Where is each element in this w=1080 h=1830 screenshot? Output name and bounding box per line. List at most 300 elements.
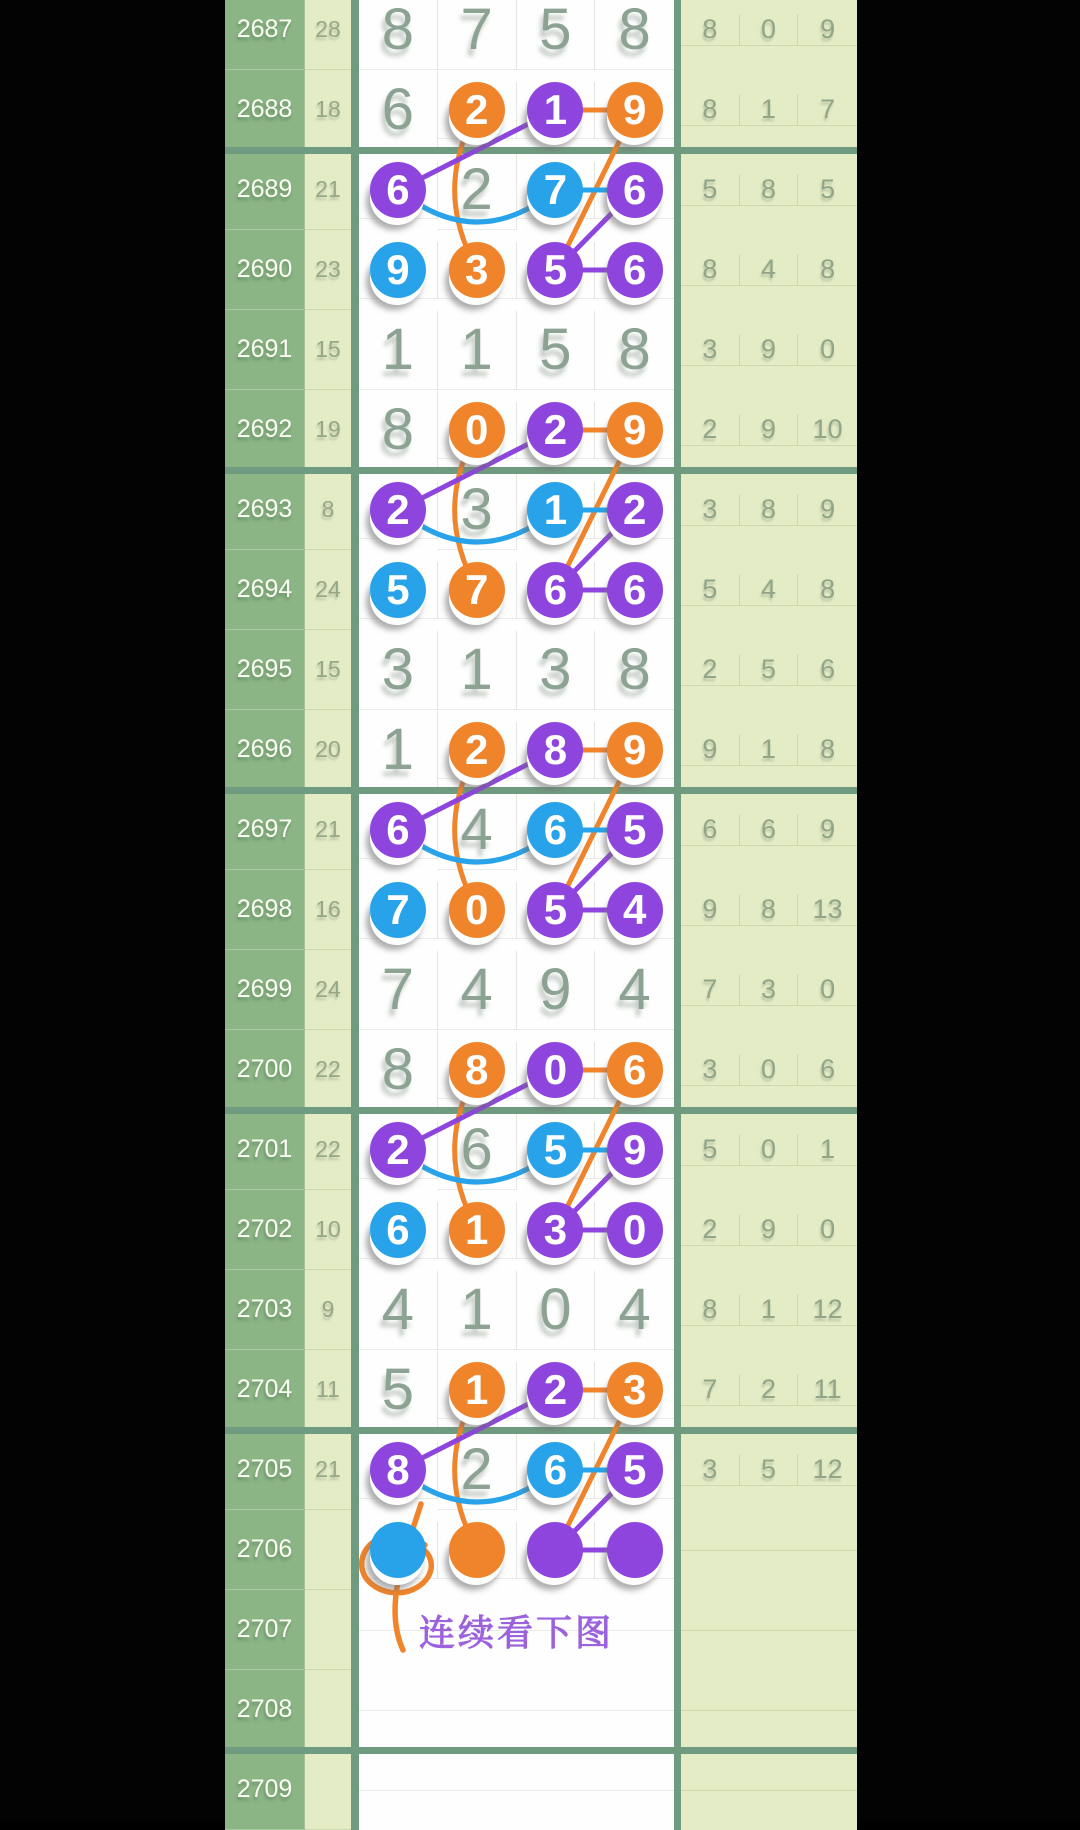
digit-cell [438,1042,517,1099]
number-circle-purple: 5 [607,1442,663,1498]
stat-cells [681,550,857,630]
stat-cells [681,310,857,390]
digit-cell [517,311,596,390]
vertical-separator [351,1110,359,1190]
period-cell: 2687 [225,0,305,70]
digit-cell [359,242,438,299]
number-circle-blue: 5 [527,1122,583,1178]
stat-cell: 7 [681,1374,740,1406]
vertical-separator [351,390,359,470]
stat-cell [798,1710,857,1711]
number-circle-blue: 7 [370,882,426,938]
sum-cell: 18 [305,70,351,150]
digit-value: 4 [460,796,493,862]
digit-cell [595,1271,674,1350]
digit-cells [359,790,674,870]
stat-cell: 2 [681,654,740,686]
chart-row [225,150,857,230]
digit-cell [359,311,438,390]
digit-value: 8 [381,396,414,462]
period-cell: 2700 [225,1030,305,1110]
vertical-separator [351,710,359,790]
stat-cell: 8 [740,174,799,206]
stat-cell: 8 [681,1294,740,1326]
vertical-separator [351,1670,359,1750]
stat-cells [681,1350,857,1430]
vertical-separator [674,1510,681,1590]
digit-value: 4 [618,956,651,1022]
digit-cell [517,1202,596,1259]
digit-value: 8 [381,0,414,62]
stat-cell [798,1790,857,1791]
period-cell: 2699 [225,950,305,1030]
period-cell: 2692 [225,390,305,470]
number-circle-orange [449,1522,505,1578]
digit-cell [359,1442,438,1499]
stat-cell: 0 [798,974,857,1006]
digit-cells [359,870,674,950]
digit-value: 1 [460,316,493,382]
digit-cell [595,82,674,139]
chart-row [225,0,857,70]
sum-cell [305,1510,351,1590]
digit-cell [438,1202,517,1259]
digit-cell [438,1522,517,1579]
digit-cell [438,1431,517,1510]
sum-cell: 24 [305,550,351,630]
digit-cell [595,1122,674,1179]
digit-cell [359,1710,438,1711]
digit-cells [359,150,674,230]
number-circle-purple [607,1522,663,1578]
number-circle-purple: 6 [607,242,663,298]
stat-cells [681,1750,857,1830]
stat-cell: 2 [681,414,740,446]
digit-cell [438,631,517,710]
digit-value: 8 [618,0,651,62]
sum-cell: 21 [305,790,351,870]
chart-row [225,390,857,470]
chart-row [225,1110,857,1190]
stat-cell: 11 [798,1374,857,1406]
period-cell: 2701 [225,1110,305,1190]
number-circle-orange: 0 [449,882,505,938]
digit-cell [517,802,596,859]
digit-cell [359,1790,438,1791]
number-circle-orange: 9 [607,722,663,778]
vertical-separator [351,1030,359,1110]
digit-cells [359,1030,674,1110]
vertical-separator [351,950,359,1030]
vertical-separator [674,950,681,1030]
chart-row [225,1350,857,1430]
group-separator [225,787,857,794]
stat-cell: 2 [681,1214,740,1246]
digit-cell [359,162,438,219]
vertical-separator [674,630,681,710]
stat-cells [681,1190,857,1270]
digit-cell [595,402,674,459]
digit-cells [359,550,674,630]
vertical-separator [351,1430,359,1510]
stat-cell: 5 [681,574,740,606]
stat-cell: 5 [740,654,799,686]
vertical-separator [351,630,359,710]
stat-cell: 9 [798,14,857,46]
vertical-separator [674,550,681,630]
stat-cells [681,950,857,1030]
stat-cell: 8 [798,734,857,766]
digit-cell [359,391,438,470]
stat-cell: 10 [798,414,857,446]
period-cell: 2707 [225,1590,305,1670]
digit-value: 8 [618,316,651,382]
digit-cell [359,711,438,790]
digit-cell [517,1710,596,1711]
digit-value: 8 [618,636,651,702]
period-cell: 2704 [225,1350,305,1430]
number-circle-purple: 5 [607,802,663,858]
stat-cell: 8 [798,254,857,286]
chart-row [225,950,857,1030]
number-circle-blue: 5 [370,562,426,618]
digit-cell [517,951,596,1030]
stat-cell: 5 [798,174,857,206]
vertical-separator [674,1190,681,1270]
chart-row [225,70,857,150]
chart-row [225,470,857,550]
stat-cell: 6 [798,654,857,686]
vertical-separator [351,1350,359,1430]
digit-cells [359,230,674,310]
sum-cell: 21 [305,1430,351,1510]
digit-cells [359,1110,674,1190]
sum-cell: 22 [305,1110,351,1190]
stat-cell: 12 [798,1294,857,1326]
number-circle-purple: 5 [527,242,583,298]
digit-value: 6 [381,76,414,142]
digit-cells [359,1670,674,1750]
stat-cell: 8 [740,494,799,526]
digit-cell [438,1790,517,1791]
stat-cell: 7 [681,974,740,1006]
chart-row [225,230,857,310]
number-circle-purple: 8 [527,722,583,778]
group-separator [225,1427,857,1434]
digit-cell [517,1042,596,1099]
sum-cell: 23 [305,230,351,310]
chart-row [225,790,857,870]
number-circle-blue [370,1522,426,1578]
stat-cell: 1 [740,734,799,766]
number-circle-blue: 9 [370,242,426,298]
chart-row [225,1030,857,1110]
vertical-separator [351,1270,359,1350]
number-circle-purple: 2 [607,482,663,538]
number-circle-purple: 2 [370,1122,426,1178]
number-circle-purple: 0 [527,1042,583,1098]
number-circle-purple: 3 [527,1202,583,1258]
digit-cell [595,482,674,539]
number-circle-purple: 4 [607,882,663,938]
stat-cells [681,1510,857,1590]
digit-cell [595,882,674,939]
vertical-separator [674,1110,681,1190]
chart-row [225,1510,857,1590]
digit-cells [359,1190,674,1270]
stat-cells [681,390,857,470]
stat-cells [681,1590,857,1670]
stat-cell: 0 [740,1134,799,1166]
digit-cell [517,82,596,139]
digit-value: 7 [381,956,414,1022]
digit-cell [517,722,596,779]
digit-cell [517,0,596,70]
digit-cells [359,470,674,550]
stat-cell [681,1790,740,1791]
period-cell: 2698 [225,870,305,950]
stat-cell: 3 [681,334,740,366]
digit-value: 5 [539,316,572,382]
number-circle-orange: 2 [449,82,505,138]
sum-cell: 8 [305,470,351,550]
digit-cells [359,1270,674,1350]
vertical-separator [674,1350,681,1430]
digit-cell [438,1111,517,1190]
digit-value: 2 [460,1436,493,1502]
digit-cell [595,242,674,299]
period-cell: 2695 [225,630,305,710]
stat-cell [798,1550,857,1551]
chart-row [225,870,857,950]
digit-cell [517,882,596,939]
digit-cell [359,482,438,539]
vertical-separator [674,150,681,230]
vertical-separator [674,870,681,950]
sum-cell: 9 [305,1270,351,1350]
digit-cell [359,1271,438,1350]
chart-grid [225,0,857,1830]
digit-cell [438,951,517,1030]
stat-cell: 5 [740,1454,799,1486]
digit-value: 3 [460,476,493,542]
sum-cell: 20 [305,710,351,790]
digit-cell [359,1351,438,1430]
digit-cell [517,1122,596,1179]
digit-cell [359,1202,438,1259]
sum-cell [305,1590,351,1670]
digit-cells [359,70,674,150]
digit-cells [359,630,674,710]
digit-cell [517,1442,596,1499]
stat-cells [681,150,857,230]
number-circle-orange: 6 [607,1042,663,1098]
period-cell: 2705 [225,1430,305,1510]
digit-value: 1 [460,636,493,702]
digit-cell [359,562,438,619]
sum-cell: 10 [305,1190,351,1270]
digit-cells [359,1430,674,1510]
stat-cell: 1 [740,1294,799,1326]
number-circle-purple: 6 [370,162,426,218]
stat-cell: 2 [740,1374,799,1406]
digit-cell [359,1522,438,1579]
stat-cell: 6 [740,814,799,846]
number-circle-purple: 9 [607,1122,663,1178]
stat-cells [681,0,857,70]
digit-value: 5 [381,1356,414,1422]
digit-cell [359,631,438,710]
digit-cells [359,0,674,70]
digit-cell [359,802,438,859]
sum-cell: 24 [305,950,351,1030]
vertical-separator [351,470,359,550]
stat-cell: 8 [798,574,857,606]
digit-value: 5 [539,0,572,62]
digit-cell [438,0,517,70]
digit-cell [595,311,674,390]
period-cell: 2688 [225,70,305,150]
digit-value: 3 [539,636,572,702]
period-cell: 2702 [225,1190,305,1270]
digit-cell [438,82,517,139]
digit-cell [438,1710,517,1711]
stat-cell [681,1550,740,1551]
digit-cell [438,791,517,870]
number-circle-purple: 0 [607,1202,663,1258]
stat-cell: 0 [798,334,857,366]
digit-cells [359,950,674,1030]
group-separator [225,1747,857,1754]
digit-cell [595,1362,674,1419]
digit-cell [517,162,596,219]
digit-cell [438,242,517,299]
stat-cell: 4 [740,254,799,286]
chart-row [225,1270,857,1350]
stat-cells [681,70,857,150]
stat-cell: 7 [798,94,857,126]
stat-cell: 3 [681,1454,740,1486]
vertical-separator [674,0,681,70]
chart-row [225,710,857,790]
digit-cell [595,1042,674,1099]
stat-cell: 8 [681,254,740,286]
digit-cell [517,402,596,459]
digit-cell [595,562,674,619]
group-separator [225,467,857,474]
digit-value: 8 [381,1036,414,1102]
stat-cell [798,1630,857,1631]
sum-cell: 15 [305,310,351,390]
stat-cell [740,1630,799,1631]
digit-value: 1 [381,716,414,782]
stat-cell: 12 [798,1454,857,1486]
vertical-separator [674,1750,681,1830]
stat-cell: 1 [798,1134,857,1166]
stat-cell: 8 [681,14,740,46]
sum-cell: 19 [305,390,351,470]
chart-row [225,1190,857,1270]
vertical-separator [351,1750,359,1830]
group-separator [225,147,857,154]
digit-cell [438,1271,517,1350]
stat-cell: 0 [740,14,799,46]
digit-cell [517,1790,596,1791]
digit-cell [359,951,438,1030]
sum-cell: 11 [305,1350,351,1430]
stat-cell: 6 [681,814,740,846]
stat-cell: 9 [681,734,740,766]
period-cell: 2696 [225,710,305,790]
chart-row [225,310,857,390]
number-circle-orange: 3 [607,1362,663,1418]
number-circle-purple: 6 [527,562,583,618]
number-circle-blue: 1 [527,482,583,538]
stat-cell: 5 [681,1134,740,1166]
stat-cell [740,1550,799,1551]
digit-cells [359,1750,674,1830]
digit-cell [595,1442,674,1499]
number-circle-blue: 6 [370,1202,426,1258]
vertical-separator [351,550,359,630]
number-circle-orange: 7 [449,562,505,618]
number-circle-purple: 6 [607,162,663,218]
digit-cells [359,390,674,470]
digit-cells [359,710,674,790]
period-cell: 2691 [225,310,305,390]
number-circle-orange: 1 [449,1362,505,1418]
digit-cell [438,311,517,390]
digit-cell [438,562,517,619]
digit-cell [438,1362,517,1419]
stat-cell: 0 [798,1214,857,1246]
stat-cell: 1 [740,94,799,126]
digit-value: 4 [618,1276,651,1342]
number-circle-purple: 2 [527,1362,583,1418]
number-circle-orange: 8 [449,1042,505,1098]
vertical-separator [674,1030,681,1110]
number-circle-orange: 2 [449,722,505,778]
digit-cell [359,0,438,70]
stat-cell: 3 [681,1054,740,1086]
sum-cell: 21 [305,150,351,230]
digit-cell [595,0,674,70]
digit-cell [595,722,674,779]
digit-value: 0 [539,1276,572,1342]
stat-cells [681,710,857,790]
vertical-separator [351,70,359,150]
digit-cell [359,1122,438,1179]
digit-value: 7 [460,0,493,62]
stat-cell [681,1630,740,1631]
stat-cell: 5 [681,174,740,206]
stat-cell: 3 [681,494,740,526]
digit-value: 4 [381,1276,414,1342]
vertical-separator [674,230,681,310]
digit-cell [517,1362,596,1419]
digit-cell [517,562,596,619]
digit-cell [359,882,438,939]
number-circle-purple [527,1522,583,1578]
chart-row [225,1670,857,1750]
digit-cell [359,1031,438,1110]
stat-cells [681,1670,857,1750]
vertical-separator [351,1510,359,1590]
stat-cells [681,1110,857,1190]
digit-value: 3 [381,636,414,702]
number-circle-purple: 1 [527,82,583,138]
number-circle-purple: 2 [527,402,583,458]
